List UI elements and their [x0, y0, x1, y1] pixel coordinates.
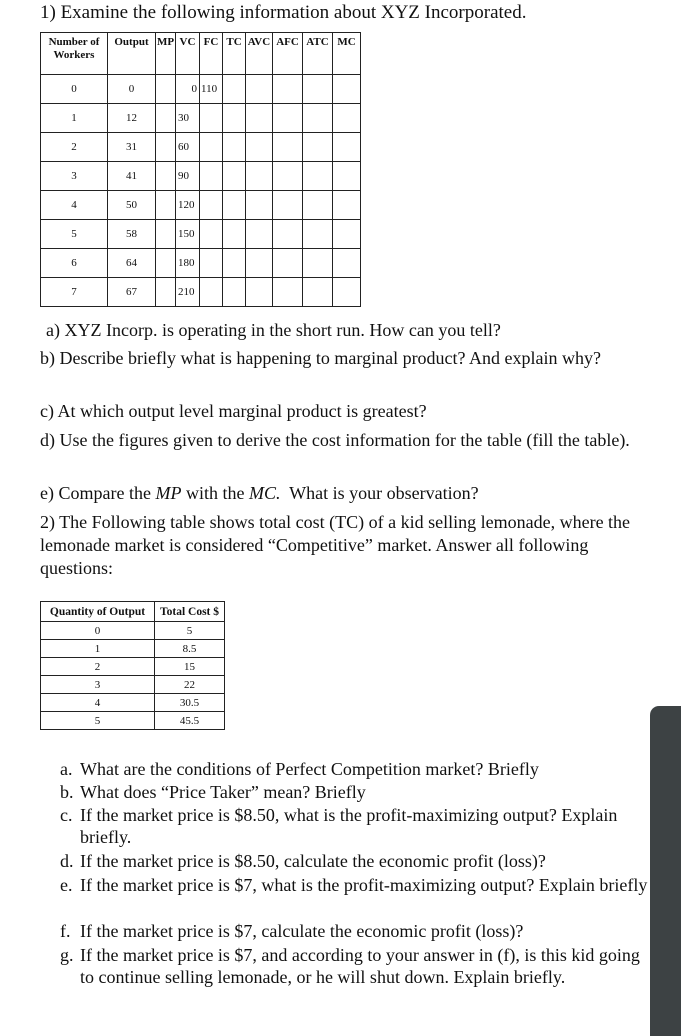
list-text: If the market price is $8.50, calculate the economic profit (loss)?	[80, 851, 546, 871]
cell-avc	[246, 75, 273, 104]
cell-mc	[333, 133, 361, 162]
table-row	[41, 220, 361, 249]
cell-mp	[156, 191, 176, 220]
cell-fc: 110	[200, 75, 223, 104]
question-1c: c) At which output level marginal product is greatest?	[40, 401, 427, 421]
list-text: If the market price is $7, calculate the economic profit (loss)?	[80, 921, 524, 941]
cell-workers: 7	[41, 278, 108, 307]
cell-tc	[223, 75, 246, 104]
cell-tc	[223, 133, 246, 162]
cell-vc: 30	[176, 104, 200, 133]
cell-atc	[303, 249, 333, 278]
cell-atc	[303, 278, 333, 307]
question-1e-post: What is your observation?	[280, 483, 479, 503]
cost-table-header-row	[41, 33, 361, 75]
cell-workers: 1	[41, 104, 108, 133]
list-text: What are the conditions of Perfect Competition market? Briefly	[80, 759, 539, 779]
question-1e-mp: MP	[155, 483, 182, 503]
cell-atc	[303, 162, 333, 191]
cell-workers: 4	[41, 191, 108, 220]
header-tc: TC	[223, 33, 246, 75]
cell-afc	[273, 75, 303, 104]
cell-fc	[200, 133, 223, 162]
cell-mp	[156, 133, 176, 162]
table-row	[41, 249, 361, 278]
cell-vc: 60	[176, 133, 200, 162]
cell-mp	[156, 220, 176, 249]
header-workers: Number of Workers	[41, 33, 108, 75]
cell-fc	[200, 220, 223, 249]
cell-mc	[333, 278, 361, 307]
header-atc: ATC	[303, 33, 333, 75]
list-label: b.	[60, 782, 74, 802]
cell-avc	[246, 162, 273, 191]
cell-mc	[333, 75, 361, 104]
cell-mc	[333, 191, 361, 220]
cell-mc	[333, 249, 361, 278]
list-text: If the market price is $7, what is the profit-maximizing output? Explain briefly	[80, 875, 648, 895]
cell-afc	[273, 191, 303, 220]
cell-avc	[246, 220, 273, 249]
header-fc: FC	[200, 33, 223, 75]
question-1e-mc: MC.	[248, 483, 281, 503]
question-1e-mid: with the	[181, 483, 249, 503]
table-row	[41, 622, 225, 640]
table-row	[41, 278, 361, 307]
question-2a	[60, 758, 650, 780]
cell-afc	[273, 278, 303, 307]
table-row	[41, 712, 225, 730]
cell-quantity: 4	[41, 694, 155, 712]
list-text: If the market price is $7, and according to your answer in (f), is this kid going to continue selling lemonade, or he will shut down. Explain briefly.	[80, 945, 640, 987]
cell-mp	[156, 104, 176, 133]
cell-vc: 150	[176, 220, 200, 249]
cell-workers: 6	[41, 249, 108, 278]
cell-total-cost: 8.5	[155, 640, 225, 658]
lemonade-table-header-row	[41, 602, 225, 622]
table-row	[41, 162, 361, 191]
question-1d: d) Use the figures given to derive the cost information for the table (fill the table).	[40, 430, 630, 450]
cell-atc	[303, 133, 333, 162]
cell-output: 67	[108, 278, 156, 307]
cell-quantity: 5	[41, 712, 155, 730]
cell-avc	[246, 104, 273, 133]
cell-output: 0	[108, 75, 156, 104]
question-2c	[60, 804, 650, 848]
side-panel-handle[interactable]	[650, 706, 681, 1036]
cell-fc	[200, 162, 223, 191]
cell-quantity: 0	[41, 622, 155, 640]
cell-vc: 210	[176, 278, 200, 307]
cell-afc	[273, 104, 303, 133]
cell-afc	[273, 133, 303, 162]
cell-output: 50	[108, 191, 156, 220]
cell-atc	[303, 104, 333, 133]
list-text: If the market price is $8.50, what is the profit-maximizing output? Explain briefly.	[80, 805, 618, 847]
table-row	[41, 676, 225, 694]
table-row	[41, 133, 361, 162]
table-row	[41, 640, 225, 658]
header-mp: MP	[156, 33, 176, 75]
cell-vc: 180	[176, 249, 200, 278]
list-label: a.	[60, 759, 73, 779]
header-mc: MC	[333, 33, 361, 75]
table-row	[41, 75, 361, 104]
list-label: d.	[60, 851, 74, 871]
cost-table	[40, 32, 361, 307]
table-row	[41, 694, 225, 712]
question-1e-pre: e) Compare the	[40, 483, 156, 503]
cell-atc	[303, 191, 333, 220]
cell-avc	[246, 191, 273, 220]
header-vc: VC	[176, 33, 200, 75]
cell-mp	[156, 249, 176, 278]
cell-workers: 0	[41, 75, 108, 104]
cell-total-cost: 45.5	[155, 712, 225, 730]
question-1e	[40, 482, 479, 505]
list-label: c.	[60, 805, 73, 825]
cell-avc	[246, 133, 273, 162]
cell-mc	[333, 220, 361, 249]
header-avc: AVC	[246, 33, 273, 75]
cell-workers: 5	[41, 220, 108, 249]
cell-fc	[200, 191, 223, 220]
cell-output: 64	[108, 249, 156, 278]
cell-afc	[273, 249, 303, 278]
cell-mc	[333, 104, 361, 133]
table-row	[41, 191, 361, 220]
cell-mc	[333, 162, 361, 191]
question-2d	[60, 850, 650, 872]
cell-total-cost: 30.5	[155, 694, 225, 712]
cell-tc	[223, 162, 246, 191]
question-2f	[60, 920, 650, 942]
cell-workers: 2	[41, 133, 108, 162]
cell-fc	[200, 104, 223, 133]
list-label: g.	[60, 945, 74, 965]
cell-output: 41	[108, 162, 156, 191]
header-total-cost: Total Cost $	[155, 602, 225, 622]
cell-fc	[200, 249, 223, 278]
cell-tc	[223, 249, 246, 278]
question-2-title: 2) The Following table shows total cost (TC) of a kid selling lemonade, where the lemonade market is considered “Competitive” market. Answer all following questions:	[40, 512, 631, 578]
list-label: f.	[60, 921, 71, 941]
lemonade-cost-table	[40, 601, 225, 730]
question-1-title: 1) Examine the following information about XYZ Incorporated.	[40, 2, 527, 23]
header-afc: AFC	[273, 33, 303, 75]
cell-total-cost: 15	[155, 658, 225, 676]
cell-vc: 0	[176, 75, 200, 104]
cell-total-cost: 5	[155, 622, 225, 640]
cell-workers: 3	[41, 162, 108, 191]
cell-output: 58	[108, 220, 156, 249]
cell-tc	[223, 191, 246, 220]
cell-vc: 120	[176, 191, 200, 220]
cell-output: 31	[108, 133, 156, 162]
question-1b: b) Describe briefly what is happening to marginal product? And explain why?	[40, 348, 602, 368]
question-2b	[60, 781, 650, 803]
cell-total-cost: 22	[155, 676, 225, 694]
cell-avc	[246, 249, 273, 278]
cell-vc: 90	[176, 162, 200, 191]
table-row	[41, 658, 225, 676]
question-2e	[60, 874, 650, 896]
cell-fc	[200, 278, 223, 307]
cell-afc	[273, 162, 303, 191]
cell-quantity: 2	[41, 658, 155, 676]
question-2g	[60, 944, 650, 988]
question-1a: a) XYZ Incorp. is operating in the short run. How can you tell?	[46, 320, 501, 340]
header-quantity: Quantity of Output	[41, 602, 155, 622]
cell-afc	[273, 220, 303, 249]
table-row	[41, 104, 361, 133]
list-label: e.	[60, 875, 73, 895]
list-text: What does “Price Taker” mean? Briefly	[80, 782, 366, 802]
cell-avc	[246, 278, 273, 307]
cell-tc	[223, 278, 246, 307]
cell-mp	[156, 162, 176, 191]
cell-tc	[223, 220, 246, 249]
cell-mp	[156, 75, 176, 104]
cell-quantity: 3	[41, 676, 155, 694]
cell-tc	[223, 104, 246, 133]
cell-atc	[303, 220, 333, 249]
cell-atc	[303, 75, 333, 104]
cell-mp	[156, 278, 176, 307]
header-output: Output	[108, 33, 156, 75]
cell-quantity: 1	[41, 640, 155, 658]
cell-output: 12	[108, 104, 156, 133]
